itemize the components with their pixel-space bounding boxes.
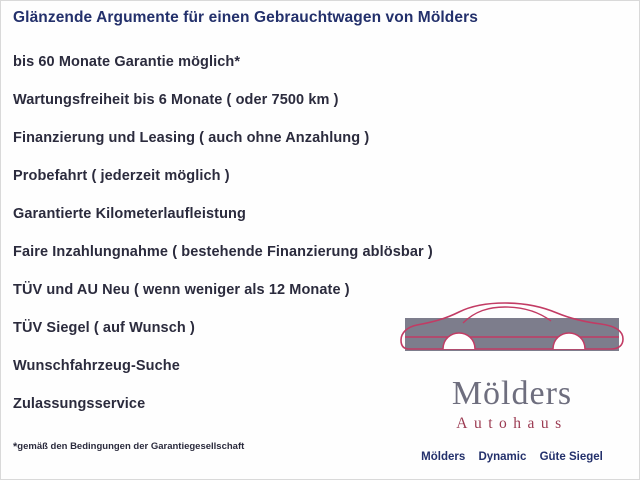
logo-tagline xyxy=(393,451,631,463)
list-item: TÜV und AU Neu ( wenn weniger als 12 Monate ) xyxy=(13,282,350,298)
list-item: Wartungsfreiheit bis 6 Monate ( oder 7500 km ) xyxy=(13,92,339,108)
list-item: Wunschfahrzeug-Suche xyxy=(13,358,180,374)
dealer-logo xyxy=(393,293,631,473)
car-silhouette-icon xyxy=(393,293,631,371)
list-item: TÜV Siegel ( auf Wunsch ) xyxy=(13,320,195,336)
tagline-item-2: Dynamic xyxy=(478,451,527,463)
list-item: Zulassungsservice xyxy=(13,396,146,412)
logo-subtitle: Autohaus xyxy=(456,415,568,432)
list-item: bis 60 Monate Garantie möglich* xyxy=(13,54,241,70)
footnote-text: gemäß den Bedingungen der Garantiegesellschaft xyxy=(17,441,245,452)
list-item: Faire Inzahlungnahme ( bestehende Finanzierung ablösbar ) xyxy=(13,244,433,260)
page-title: Glänzende Argumente für einen Gebrauchtwagen von Mölders xyxy=(13,9,478,26)
footnote-marker: * xyxy=(13,441,18,453)
logo-brand: Mölders xyxy=(451,375,573,412)
footnote xyxy=(13,441,244,453)
list-item: Garantierte Kilometerlaufleistung xyxy=(13,206,246,222)
list-item: Finanzierung und Leasing ( auch ohne Anzahlung ) xyxy=(13,130,370,146)
tagline-item-1: Mölders xyxy=(421,451,466,463)
tagline-item-3: Güte Siegel xyxy=(539,451,603,463)
list-item: Probefahrt ( jederzeit möglich ) xyxy=(13,168,230,184)
